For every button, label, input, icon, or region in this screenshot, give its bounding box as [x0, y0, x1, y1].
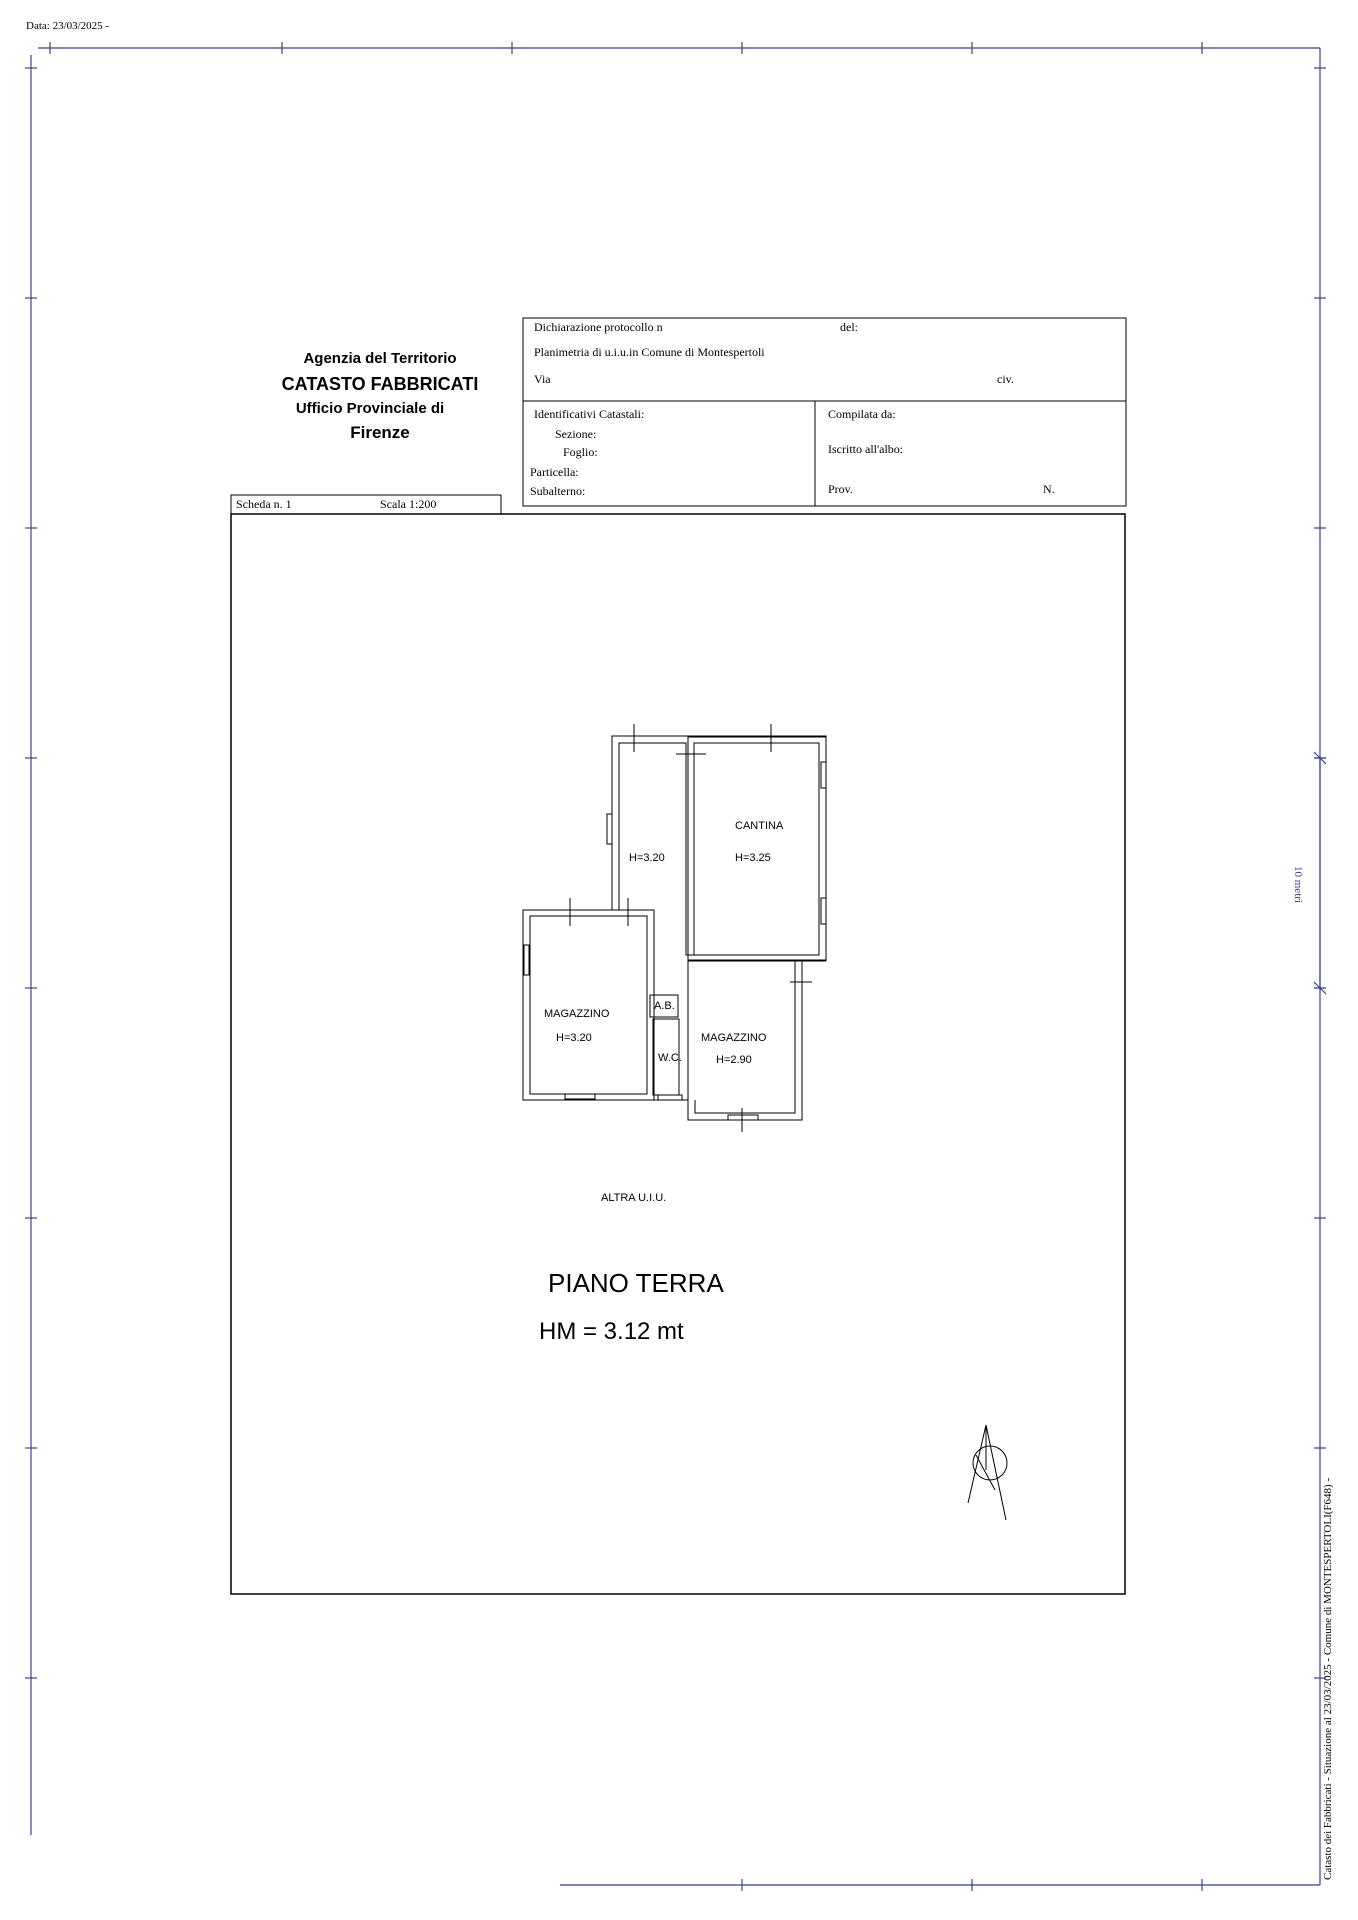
cantina-height: H=3.25	[735, 852, 771, 864]
corridor-height: H=3.20	[629, 852, 665, 864]
scala-label: Scala 1:200	[380, 497, 437, 511]
side-note: Catasto dei Fabbricati - Situazione al 23/03/2025 - Comune di MONTESPERTOLI(F648) -	[1322, 1477, 1334, 1880]
particella-label: Particella:	[530, 465, 579, 479]
del-label: del:	[840, 320, 858, 334]
ab-label: A.B.	[654, 1000, 675, 1012]
wc-label: W.C.	[658, 1052, 682, 1064]
ufficio-provinciale: Ufficio Provinciale di	[295, 400, 445, 417]
scale-bar-label: 10 metri	[1292, 866, 1304, 903]
identificativi-label: Identificativi Catastali:	[534, 407, 645, 421]
floor-plan	[523, 724, 826, 1132]
civ-label: civ.	[997, 372, 1014, 386]
average-height: HM = 3.12 mt	[539, 1318, 684, 1345]
planimetria-label: Planimetria di u.i.u.in Comune di Montespertoli	[534, 345, 765, 359]
compilata-label: Compilata da:	[828, 407, 896, 421]
foglio-label: Foglio:	[563, 445, 598, 459]
subalterno-label: Subalterno:	[530, 484, 586, 498]
altra-uiu-label: ALTRA U.I.U.	[601, 1192, 667, 1204]
magazzino-right-height: H=2.90	[716, 1054, 752, 1066]
magazzino-left-height: H=3.20	[556, 1032, 592, 1044]
magazzino-right-label: MAGAZZINO	[701, 1032, 767, 1044]
cantina-label: CANTINA	[735, 820, 784, 832]
sezione-label: Sezione:	[555, 427, 597, 441]
n-label: N.	[1043, 482, 1055, 496]
scale-bar	[1314, 752, 1326, 994]
ufficio-city: Firenze	[350, 423, 410, 442]
floor-title: PIANO TERRA	[548, 1268, 724, 1298]
dichiarazione-label: Dichiarazione protocollo n	[534, 320, 663, 334]
north-arrow-icon	[968, 1425, 1007, 1520]
scheda-number: Scheda n. 1	[236, 497, 292, 511]
catasto-fabbricati-title: CATASTO FABBRICATI	[281, 374, 479, 394]
outer-frame	[25, 42, 1326, 1891]
prov-label: Prov.	[828, 482, 853, 496]
via-label: Via	[534, 372, 551, 386]
print-date: Data: 23/03/2025 -	[26, 20, 110, 32]
iscritto-label: Iscritto all'albo:	[828, 442, 904, 456]
magazzino-left-label: MAGAZZINO	[544, 1008, 610, 1020]
agency-name: Agenzia del Territorio	[303, 350, 457, 367]
